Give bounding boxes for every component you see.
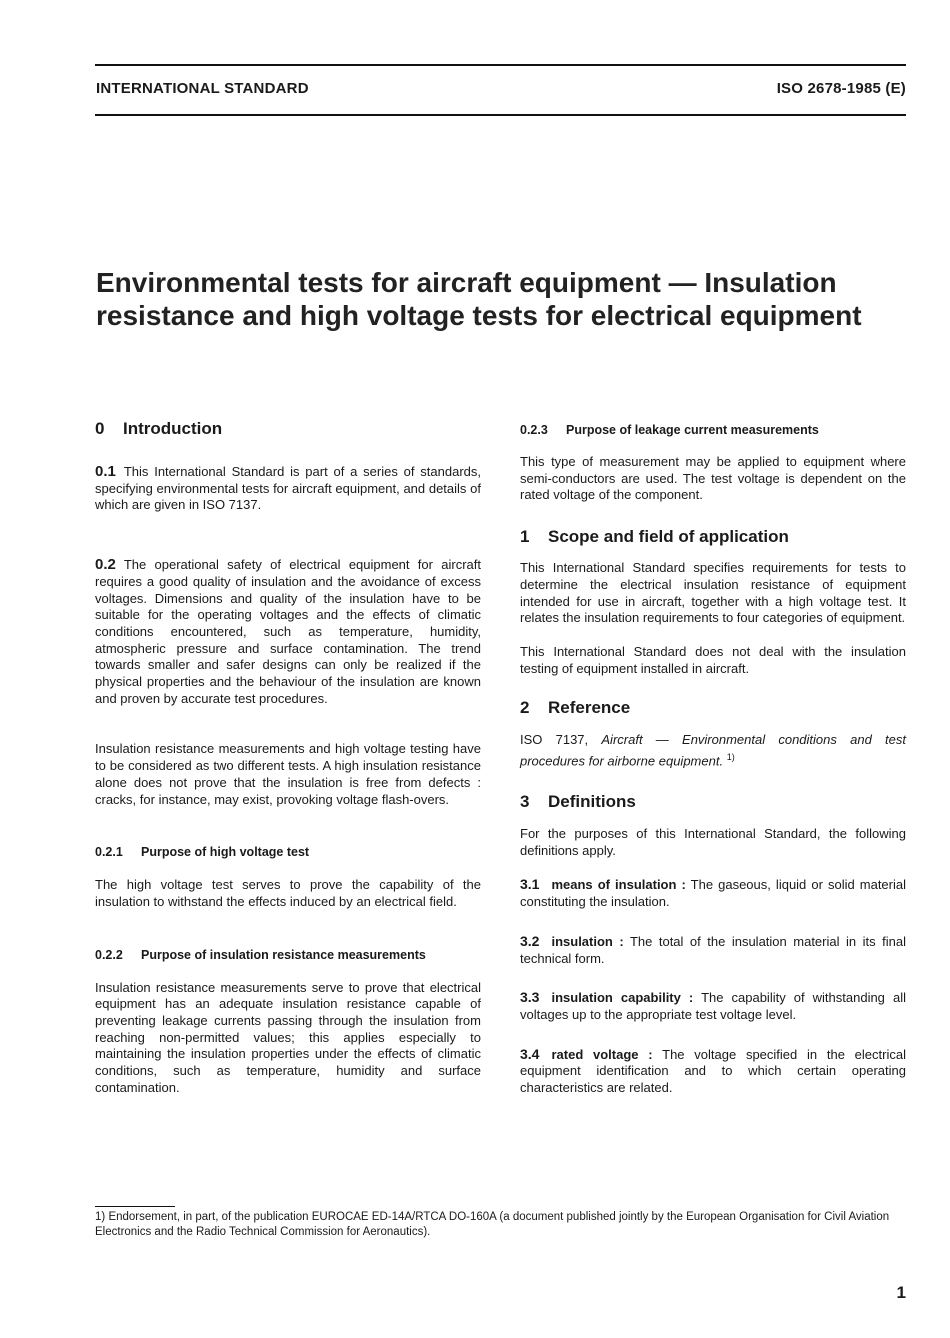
definition-number: 3.4 — [520, 1045, 540, 1062]
section-0-2-3-heading — [520, 422, 906, 438]
definition-text: The gaseous, liquid or solid material constituting the insulation. — [520, 877, 906, 910]
section-title: Scope and field of application — [548, 527, 789, 547]
definition-number: 3.3 — [520, 989, 540, 1006]
section-title: Definitions — [548, 792, 636, 812]
footnote-text: Endorsement, in part, of the publication EUROCAE ED-14A/RTCA DO-160A (a document published jointly by the European Organisation for Civil Aviation Electronics and the Radio Technical Commission for Aeronautics). — [95, 1211, 890, 1238]
definition-3-3 — [520, 989, 906, 1023]
paragraph-number: 0.2 — [95, 556, 116, 574]
section-3-heading — [520, 791, 906, 813]
header-top-rule — [95, 64, 906, 66]
footnote — [95, 1210, 910, 1240]
footnote-mark: 1) — [95, 1211, 106, 1223]
title-line-1: Environmental tests for aircraft equipment — Insulation — [96, 267, 837, 298]
section-1-heading — [520, 526, 906, 548]
definition-3-1 — [520, 876, 906, 910]
section-0-2-1-text: The high voltage test serves to prove the capability of the insulation to withstand the effects induced by an electrical field. — [95, 877, 481, 909]
title-line-2: resistance and high voltage tests for electrical equipment — [96, 300, 862, 331]
reference-title: Aircraft — Environmental conditions and test procedures for airborne equipment. — [520, 732, 906, 769]
definition-text: The voltage specified in the electrical equipment identification and to which certain operating characteristics are related. — [520, 1046, 906, 1096]
definition-3-2 — [520, 933, 906, 967]
definition-term: rated voltage : — [551, 1046, 653, 1062]
section-0-2-2-heading — [95, 947, 481, 963]
section-title: Purpose of leakage current measurements — [566, 423, 819, 437]
page-number: 1 — [896, 1283, 906, 1302]
header-standard-number: ISO 2678-1985 (E) — [776, 80, 906, 97]
paragraph-0-2 — [95, 557, 481, 707]
footnote-separator — [95, 1206, 175, 1207]
footnote-marker: 1) — [726, 752, 735, 763]
definition-text: The capability of withstanding all voltages up to the appropriate test voltage level. — [520, 990, 906, 1022]
section-1-text-1: This International Standard specifies requirements for tests to determine the electrical insulation resistance of equipment intended for use in aircraft, together with a high voltage test. It relates the insulation requirements to four categories of equipment. — [520, 560, 906, 626]
section-title: Purpose of insulation resistance measurements — [141, 947, 426, 962]
section-0-2-2-text: Insulation resistance measurements serve to prove that electrical equipment has an adequate insulation resistance capable of preventing leakage currents passing through the insulation from reaching non-permitted values; this applies especially to maintaining the insulation properties under the effects of climatic conditions, such as temperature, humidity and surface contamination. — [95, 979, 481, 1095]
section-number: 0.2.2 — [95, 947, 123, 962]
definition-number: 3.1 — [520, 876, 540, 893]
section-number: 2 — [520, 698, 530, 718]
section-number: 0 — [95, 419, 105, 438]
paragraph-text: The operational safety of electrical equipment for aircraft requires a good quality of insulation and the avoidance of excess voltages. Dimensions and quality of the insulation have to be suitable for the operating voltages and the effects of climatic conditions encountered, such as temperature, humidity, atmospheric pressure and surface contamination. The trend towards smaller and safer designs can only be realized if the physical properties and the behaviour of the insulation are known and proven by accurate test procedures. — [95, 557, 481, 706]
section-number: 1 — [520, 527, 530, 547]
section-number: 0.2.1 — [95, 845, 123, 860]
section-number: 3 — [520, 792, 530, 812]
section-title: Reference — [548, 698, 631, 718]
paragraph-number: 0.1 — [95, 463, 116, 480]
reference-code: ISO 7137, — [520, 732, 589, 748]
section-2-heading — [520, 697, 906, 719]
definition-3-4 — [520, 1046, 906, 1097]
definition-text: The total of the insulation material in its final technical form. — [520, 933, 906, 966]
left-column — [95, 418, 481, 1097]
section-title: Introduction — [123, 419, 223, 438]
section-introduction-heading — [95, 418, 481, 440]
header-bottom-rule — [95, 114, 906, 116]
section-0-2-3-text: This type of measurement may be applied to equipment where semi-conductors are used. The test voltage is dependent on the rated voltage of the component. — [520, 454, 906, 503]
definition-number: 3.2 — [520, 932, 540, 949]
section-1-text-2: This International Standard does not deal with the insulation testing of equipment installed in aircraft. — [520, 643, 906, 676]
paragraph-0-1 — [95, 464, 481, 514]
section-number: 0.2.3 — [520, 423, 548, 437]
paragraph-0-2-continued: Insulation resistance measurements and high voltage testing have to be considered as two different tests. A high insulation resistance alone does not prove that the insulation is free from defects : cracks, for instance, may exist, provoking voltage flash-overs. — [95, 741, 481, 807]
definition-term: insulation capability : — [551, 990, 694, 1006]
paragraph-text: This International Standard is part of a series of standards, specifying environmental tests for aircraft equipment, and details of which are given in ISO 7137. — [95, 464, 481, 513]
section-0-2-1-heading — [95, 844, 481, 860]
right-column — [520, 422, 906, 1097]
document-title — [96, 266, 916, 332]
header-document-type: INTERNATIONAL STANDARD — [96, 80, 309, 97]
definition-term: means of insulation : — [551, 877, 686, 893]
section-3-intro: For the purposes of this International Standard, the following definitions apply. — [520, 826, 906, 858]
definition-term: insulation : — [551, 933, 624, 949]
section-2-reference — [520, 732, 906, 770]
section-title: Purpose of high voltage test — [141, 845, 310, 860]
